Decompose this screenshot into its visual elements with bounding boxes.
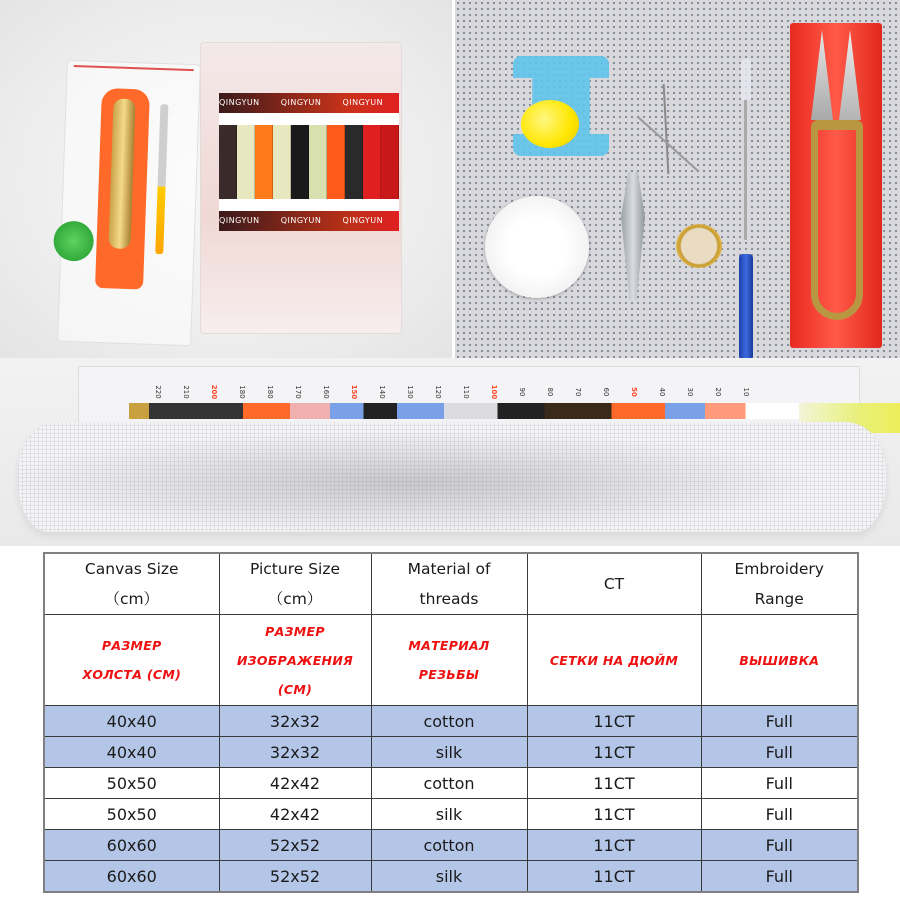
cell-picture: 32x32 xyxy=(219,706,371,737)
table-row xyxy=(44,830,858,861)
table-row xyxy=(44,861,858,893)
header-embroidery-range: Embroidery Range xyxy=(701,553,858,615)
photo-rolled-canvas xyxy=(0,358,900,546)
cell-range: Full xyxy=(701,737,858,768)
ruler-mark: 160 xyxy=(322,385,330,399)
cell-picture: 42x42 xyxy=(219,799,371,830)
brand-label: QINGYUN xyxy=(219,98,260,107)
cell-material: cotton xyxy=(371,830,527,861)
ru-header-embroidery-range: ВЫШИВКА xyxy=(701,615,858,706)
cell-ct: 11CT xyxy=(527,768,701,799)
table-row xyxy=(44,799,858,830)
thread-skein xyxy=(363,125,381,199)
cell-canvas: 60x60 xyxy=(44,830,219,861)
thread-skein xyxy=(237,125,255,199)
thread-skeins xyxy=(219,125,399,199)
cell-canvas: 40x40 xyxy=(44,706,219,737)
seam-ripper xyxy=(739,58,753,304)
ruler-mark: 220 xyxy=(154,385,162,399)
cell-canvas: 50x50 xyxy=(44,768,219,799)
zip-seal xyxy=(74,65,194,71)
cell-canvas: 40x40 xyxy=(44,737,219,768)
ruler-mark: 200 xyxy=(210,384,218,400)
cell-range: Full xyxy=(701,861,858,893)
thread-skein xyxy=(381,125,399,199)
ruler-mark: 70 xyxy=(574,387,582,397)
scissors-in-case xyxy=(95,88,150,290)
cell-ct: 11CT xyxy=(527,830,701,861)
ruler-mark: 100 xyxy=(490,384,498,400)
ruler-mark: 130 xyxy=(406,385,414,399)
ru-header-picture-size: РАЗМЕР ИЗОБРАЖЕНИЯ (СМ) xyxy=(219,615,371,706)
ru-header-ct: СЕТКИ НА ДЮЙМ xyxy=(527,615,701,706)
photo-tools-on-canvas xyxy=(455,0,900,358)
brand-strip-bottom xyxy=(219,211,399,231)
brand-label: QINGYUN xyxy=(219,216,260,225)
table-row xyxy=(44,737,858,768)
thread-skein xyxy=(219,125,237,199)
header-row xyxy=(44,553,858,615)
cell-material: cotton xyxy=(371,706,527,737)
ruler-mark: 20 xyxy=(714,387,722,397)
tool-bag xyxy=(57,60,201,347)
cell-material: silk xyxy=(371,737,527,768)
cell-ct: 11CT xyxy=(527,737,701,768)
thread-bag xyxy=(200,42,402,334)
size-spec-table xyxy=(43,552,859,893)
ruler-mark: 40 xyxy=(658,387,666,397)
cell-range: Full xyxy=(701,830,858,861)
needle xyxy=(663,84,670,174)
seam-ripper xyxy=(155,104,168,254)
table-row xyxy=(44,768,858,799)
brand-strip-top xyxy=(219,93,399,113)
needle-threader xyxy=(621,172,645,300)
cell-picture: 42x42 xyxy=(219,768,371,799)
thread-bundle xyxy=(219,93,399,231)
ruler-mark: 80 xyxy=(546,387,554,397)
ruler-mark: 30 xyxy=(686,387,694,397)
ruler-marks xyxy=(139,383,755,401)
ruler-mark: 60 xyxy=(602,387,610,397)
bobbin xyxy=(53,220,94,261)
table-row xyxy=(44,706,858,737)
cotton-pad xyxy=(485,196,589,298)
header-thread-material: Material of threads xyxy=(371,553,527,615)
cell-ct: 11CT xyxy=(527,706,701,737)
thimble xyxy=(676,224,722,268)
thread-skein xyxy=(309,125,327,199)
yellow-pincushion xyxy=(521,100,579,148)
ruler-mark: 10 xyxy=(742,387,750,397)
cell-ct: 11CT xyxy=(527,861,701,893)
cell-picture: 32x32 xyxy=(219,737,371,768)
header-ct: CT xyxy=(527,553,701,615)
header-canvas-size: Canvas Size （cm） xyxy=(44,553,219,615)
thread-skein xyxy=(255,125,273,199)
brand-label: QINGYUN xyxy=(280,98,322,107)
ruler-mark: 180 xyxy=(238,385,246,399)
ru-header-thread-material: МАТЕРИАЛ РЕЗЬБЫ xyxy=(371,615,527,706)
header-picture-size: Picture Size （cm） xyxy=(219,553,371,615)
brand-label: QINGYUN xyxy=(342,98,384,107)
ruler-mark: 150 xyxy=(350,384,358,400)
cell-canvas: 60x60 xyxy=(44,861,219,893)
ruler-mark: 210 xyxy=(182,385,190,399)
brand-label: QINGYUN xyxy=(280,216,322,225)
cell-ct: 11CT xyxy=(527,799,701,830)
cell-picture: 52x52 xyxy=(219,830,371,861)
photo-packaged-kit xyxy=(0,0,452,358)
printed-pattern-strip xyxy=(129,403,799,419)
ruler-mark: 90 xyxy=(518,387,526,397)
ruler-mark: 110 xyxy=(462,385,470,399)
thread-skein xyxy=(291,125,309,199)
cell-picture: 52x52 xyxy=(219,861,371,893)
ru-header-canvas-size: РАЗМЕР ХОЛСТА (СМ) xyxy=(44,615,219,706)
cell-material: silk xyxy=(371,799,527,830)
thread-skein xyxy=(327,125,345,199)
thread-skein xyxy=(345,125,363,199)
brand-label: QINGYUN xyxy=(342,216,384,225)
thread-skein xyxy=(273,125,291,199)
cell-material: cotton xyxy=(371,768,527,799)
cell-range: Full xyxy=(701,706,858,737)
ruler-mark: 50 xyxy=(630,387,638,397)
thread-scissors xyxy=(805,30,871,330)
ruler-mark: 140 xyxy=(378,385,386,399)
cell-range: Full xyxy=(701,768,858,799)
ruler-mark: 170 xyxy=(294,385,302,399)
ruler-mark: 180 xyxy=(266,385,274,399)
cell-canvas: 50x50 xyxy=(44,799,219,830)
cell-range: Full xyxy=(701,799,858,830)
ruler-mark: 120 xyxy=(434,385,442,399)
canvas-roll xyxy=(18,422,886,532)
russian-header-row xyxy=(44,615,858,706)
cell-material: silk xyxy=(371,861,527,893)
